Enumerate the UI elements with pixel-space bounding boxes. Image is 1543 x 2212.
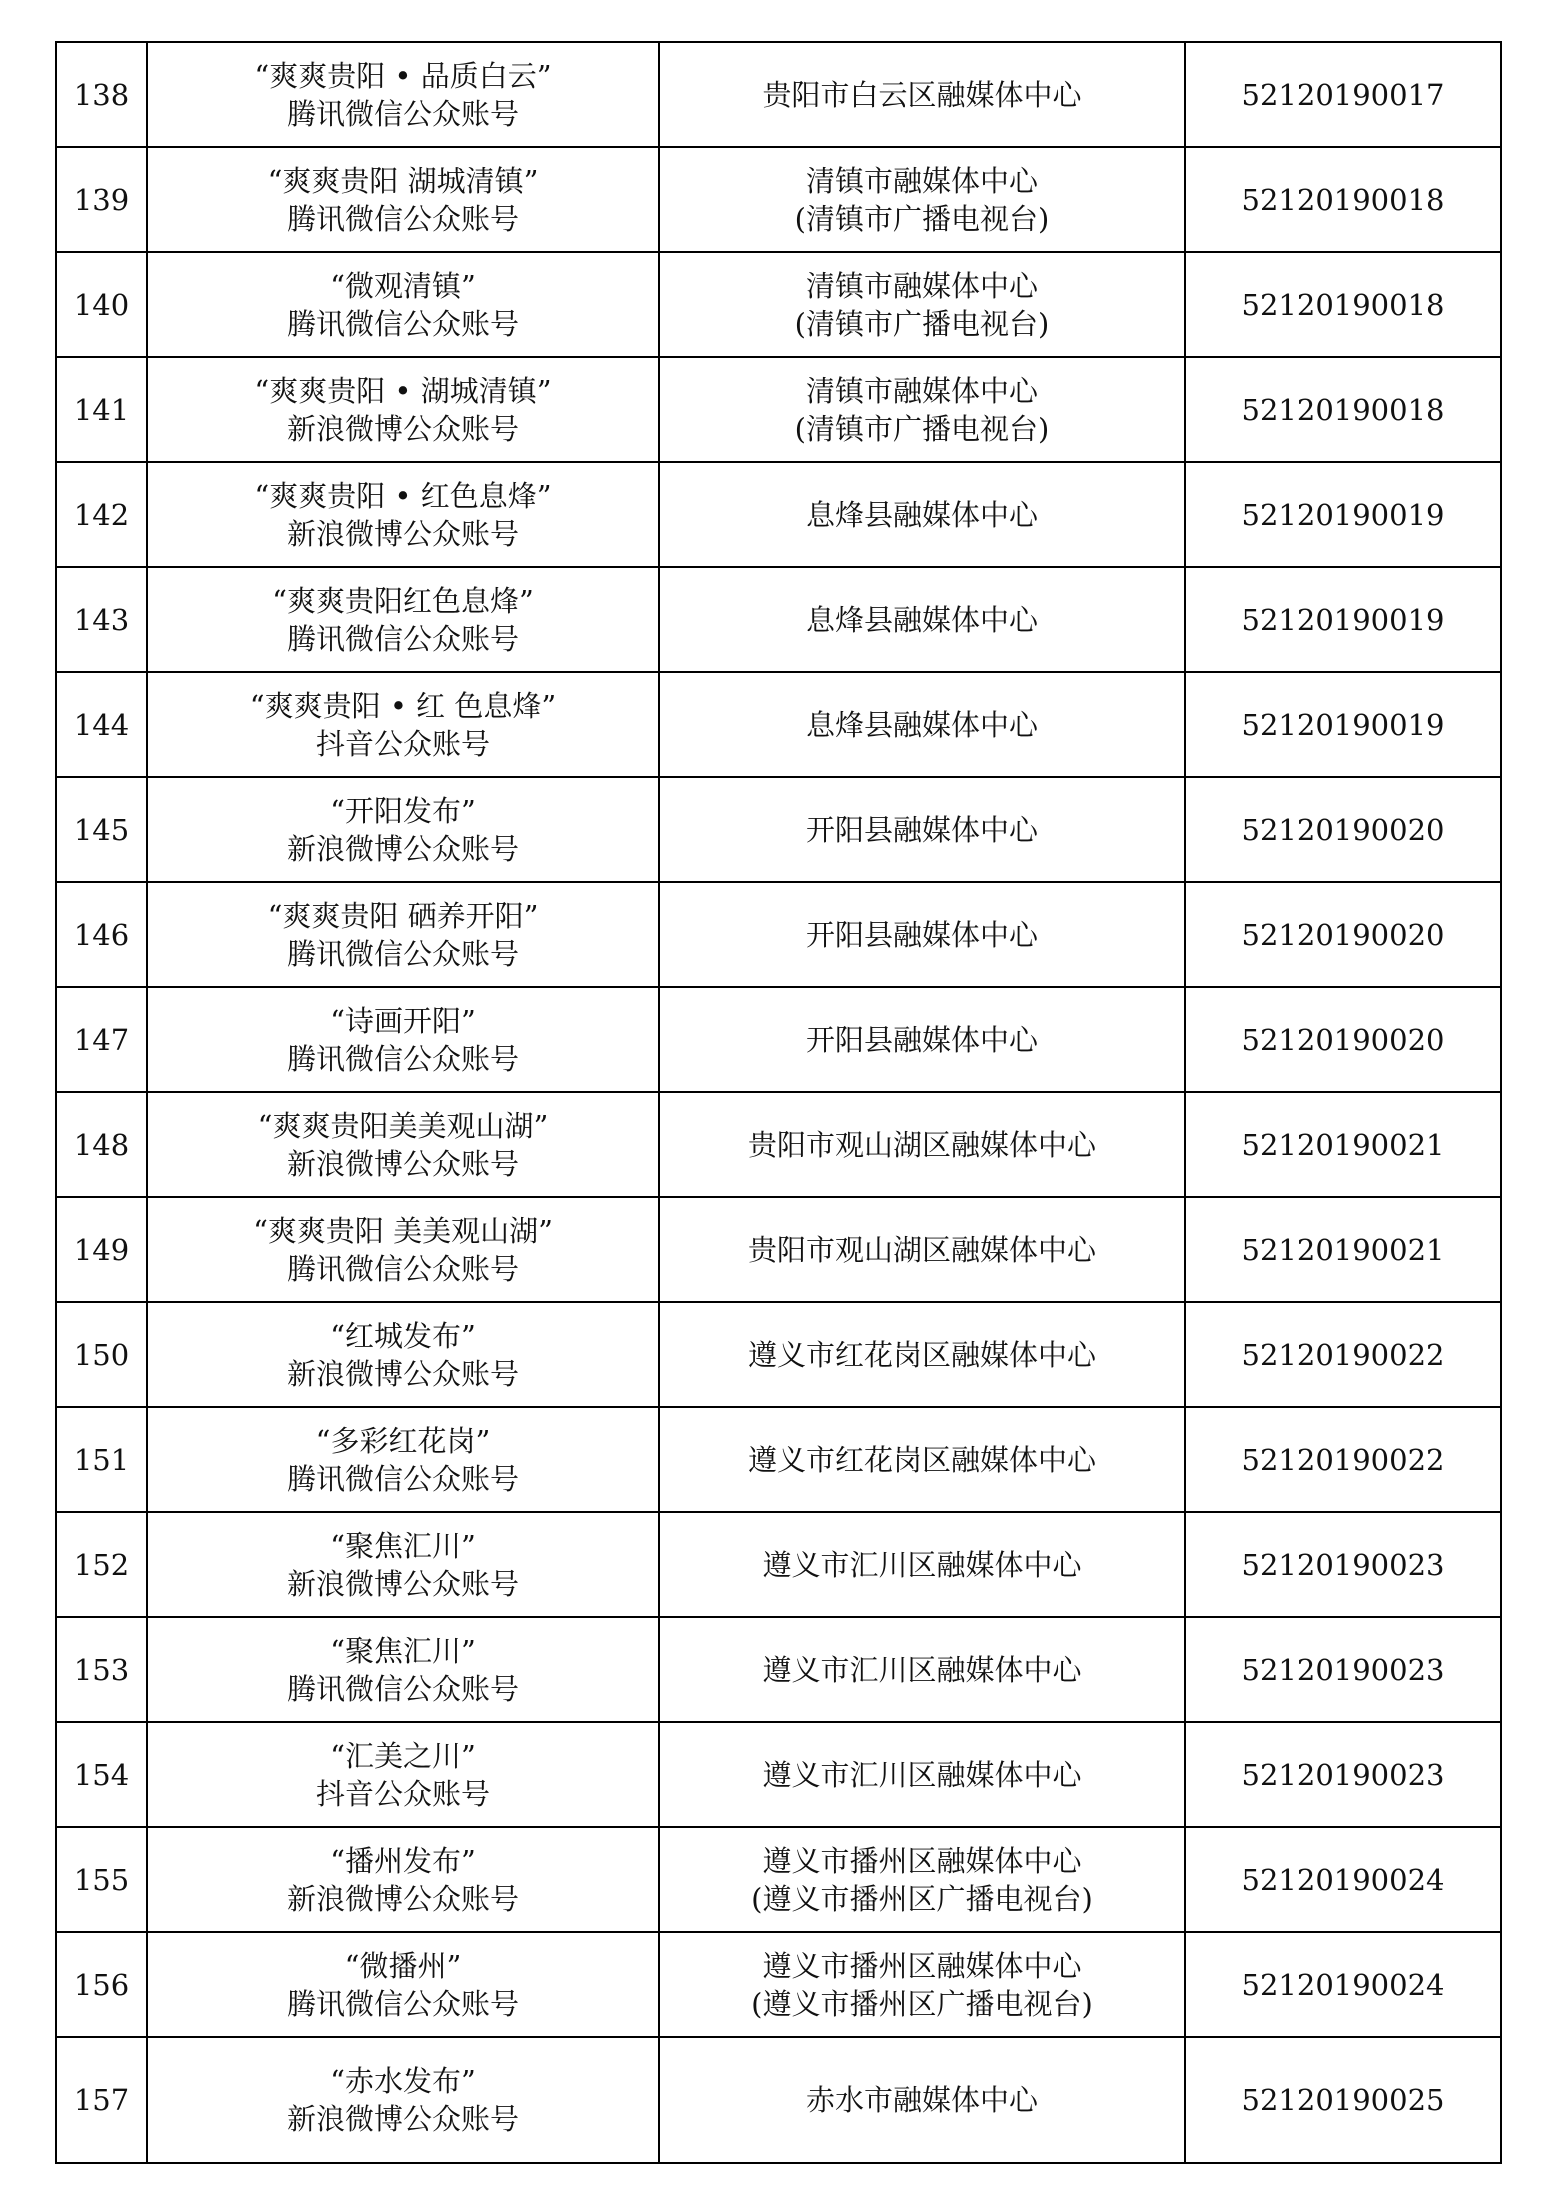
row-number-cell: 156 bbox=[56, 1932, 147, 2037]
account-name-line: 新浪微博公众账号 bbox=[286, 1146, 519, 1181]
organization-cell bbox=[659, 1512, 1185, 1617]
row-number-cell: 154 bbox=[56, 1722, 147, 1827]
license-code-cell: 52120190022 bbox=[1185, 1407, 1501, 1512]
organization-line: 息烽县融媒体中心 bbox=[805, 707, 1038, 742]
account-name-line: 新浪微博公众账号 bbox=[286, 1881, 519, 1916]
organization-cell bbox=[659, 462, 1185, 567]
account-name-cell bbox=[147, 1617, 659, 1722]
row-number-cell: 152 bbox=[56, 1512, 147, 1617]
table-row bbox=[56, 777, 1501, 882]
account-name-line: 腾讯微信公众账号 bbox=[286, 1041, 519, 1076]
account-name-line: 新浪微博公众账号 bbox=[286, 411, 519, 446]
license-code-cell: 52120190025 bbox=[1185, 2037, 1501, 2163]
organization-cell bbox=[659, 357, 1185, 462]
organization-cell bbox=[659, 777, 1185, 882]
table-row bbox=[56, 252, 1501, 357]
table-row bbox=[56, 1617, 1501, 1722]
account-name-line: 腾讯微信公众账号 bbox=[286, 1461, 519, 1496]
account-name-line: 腾讯微信公众账号 bbox=[286, 1671, 519, 1706]
account-name-line: “开阳发布” bbox=[330, 793, 476, 828]
account-name-line: “爽爽贵阳 • 红 色息烽” bbox=[249, 688, 557, 723]
account-name-line: “微播州” bbox=[344, 1948, 462, 1983]
organization-line: 清镇市融媒体中心 bbox=[805, 268, 1038, 303]
account-name-cell bbox=[147, 672, 659, 777]
account-name-cell bbox=[147, 252, 659, 357]
organization-line: (遵义市播州区广播电视台) bbox=[751, 1881, 1093, 1916]
row-number-cell: 148 bbox=[56, 1092, 147, 1197]
table-row bbox=[56, 42, 1501, 147]
account-name-cell bbox=[147, 567, 659, 672]
row-number-cell: 150 bbox=[56, 1302, 147, 1407]
row-number-cell: 153 bbox=[56, 1617, 147, 1722]
organization-line: 开阳县融媒体中心 bbox=[805, 1022, 1038, 1057]
account-name-line: 腾讯微信公众账号 bbox=[286, 201, 519, 236]
account-name-cell bbox=[147, 1827, 659, 1932]
account-name-line: 腾讯微信公众账号 bbox=[286, 306, 519, 341]
license-code-cell: 52120190023 bbox=[1185, 1722, 1501, 1827]
organization-line: (清镇市广播电视台) bbox=[794, 306, 1050, 341]
license-code-cell: 52120190020 bbox=[1185, 987, 1501, 1092]
table-row bbox=[56, 1512, 1501, 1617]
organization-line: (遵义市播州区广播电视台) bbox=[751, 1986, 1093, 2021]
account-name-cell bbox=[147, 2037, 659, 2163]
table-row bbox=[56, 147, 1501, 252]
account-name-cell bbox=[147, 147, 659, 252]
account-name-line: 腾讯微信公众账号 bbox=[286, 1986, 519, 2021]
organization-line: 清镇市融媒体中心 bbox=[805, 163, 1038, 198]
account-name-line: 抖音公众账号 bbox=[315, 726, 490, 761]
organization-line: 开阳县融媒体中心 bbox=[805, 917, 1038, 952]
account-name-cell bbox=[147, 777, 659, 882]
row-number-cell: 147 bbox=[56, 987, 147, 1092]
license-code-cell: 52120190023 bbox=[1185, 1512, 1501, 1617]
organization-line: 息烽县融媒体中心 bbox=[805, 497, 1038, 532]
organization-cell bbox=[659, 1407, 1185, 1512]
row-number-cell: 157 bbox=[56, 2037, 147, 2163]
account-name-line: “爽爽贵阳 • 湖城清镇” bbox=[254, 373, 552, 408]
account-name-line: 新浪微博公众账号 bbox=[286, 2102, 519, 2136]
row-number-cell: 143 bbox=[56, 567, 147, 672]
license-code-cell: 52120190024 bbox=[1185, 1827, 1501, 1932]
table-row bbox=[56, 1197, 1501, 1302]
license-code-cell: 52120190017 bbox=[1185, 42, 1501, 147]
license-code-cell: 52120190020 bbox=[1185, 777, 1501, 882]
table-row bbox=[56, 882, 1501, 987]
row-number-cell: 144 bbox=[56, 672, 147, 777]
license-code-cell: 52120190018 bbox=[1185, 252, 1501, 357]
organization-line: 遵义市红花岗区融媒体中心 bbox=[747, 1337, 1096, 1372]
account-name-line: “爽爽贵阳 湖城清镇” bbox=[267, 163, 539, 198]
organization-line: 遵义市播州区融媒体中心 bbox=[762, 1843, 1082, 1878]
account-name-line: “多彩红花岗” bbox=[315, 1423, 491, 1458]
account-name-cell bbox=[147, 1197, 659, 1302]
organization-cell bbox=[659, 672, 1185, 777]
table-row bbox=[56, 1722, 1501, 1827]
license-code-cell: 52120190018 bbox=[1185, 357, 1501, 462]
organization-cell bbox=[659, 42, 1185, 147]
organization-line: 遵义市汇川区融媒体中心 bbox=[762, 1652, 1082, 1687]
account-name-line: “诗画开阳” bbox=[330, 1003, 476, 1038]
account-name-line: 新浪微博公众账号 bbox=[286, 831, 519, 866]
account-name-line: 腾讯微信公众账号 bbox=[286, 621, 519, 656]
account-name-line: “爽爽贵阳红色息烽” bbox=[272, 583, 534, 618]
account-name-cell bbox=[147, 882, 659, 987]
table-row bbox=[56, 1932, 1501, 2037]
account-name-line: “爽爽贵阳 • 红色息烽” bbox=[254, 478, 552, 513]
account-name-line: 腾讯微信公众账号 bbox=[286, 96, 519, 131]
organization-cell bbox=[659, 1617, 1185, 1722]
organization-line: (清镇市广播电视台) bbox=[794, 411, 1050, 446]
license-code-cell: 52120190019 bbox=[1185, 672, 1501, 777]
account-name-cell bbox=[147, 987, 659, 1092]
row-number-cell: 139 bbox=[56, 147, 147, 252]
organization-cell bbox=[659, 2037, 1185, 2163]
table-row bbox=[56, 2037, 1501, 2163]
account-name-line: “爽爽贵阳 美美观山湖” bbox=[253, 1213, 553, 1248]
table-row bbox=[56, 1302, 1501, 1407]
license-code-cell: 52120190024 bbox=[1185, 1932, 1501, 2037]
license-code-cell: 52120190021 bbox=[1185, 1197, 1501, 1302]
organization-line: 开阳县融媒体中心 bbox=[805, 812, 1038, 847]
organization-line: 清镇市融媒体中心 bbox=[805, 373, 1038, 408]
account-name-line: “微观清镇” bbox=[330, 268, 476, 303]
row-number-cell: 142 bbox=[56, 462, 147, 567]
row-number-cell: 155 bbox=[56, 1827, 147, 1932]
row-number-cell: 140 bbox=[56, 252, 147, 357]
row-number-cell: 141 bbox=[56, 357, 147, 462]
organization-line: 贵阳市白云区融媒体中心 bbox=[762, 77, 1082, 112]
row-number-cell: 151 bbox=[56, 1407, 147, 1512]
table-row bbox=[56, 672, 1501, 777]
license-code-cell: 52120190022 bbox=[1185, 1302, 1501, 1407]
table-row bbox=[56, 567, 1501, 672]
organization-cell bbox=[659, 1932, 1185, 2037]
organization-cell bbox=[659, 1722, 1185, 1827]
row-number-cell: 149 bbox=[56, 1197, 147, 1302]
table-row bbox=[56, 462, 1501, 567]
organization-cell bbox=[659, 882, 1185, 987]
table-row bbox=[56, 357, 1501, 462]
organization-line: (清镇市广播电视台) bbox=[794, 201, 1050, 236]
license-code-cell: 52120190021 bbox=[1185, 1092, 1501, 1197]
account-name-cell bbox=[147, 1932, 659, 2037]
account-name-cell bbox=[147, 1512, 659, 1617]
account-name-line: “爽爽贵阳 硒养开阳” bbox=[267, 898, 539, 933]
organization-line: 贵阳市观山湖区融媒体中心 bbox=[747, 1127, 1096, 1162]
organization-cell bbox=[659, 1827, 1185, 1932]
table-row bbox=[56, 1827, 1501, 1932]
account-name-cell bbox=[147, 1092, 659, 1197]
organization-cell bbox=[659, 252, 1185, 357]
organization-line: 遵义市汇川区融媒体中心 bbox=[762, 1757, 1082, 1792]
row-number-cell: 145 bbox=[56, 777, 147, 882]
organization-line: 赤水市融媒体中心 bbox=[805, 2083, 1038, 2117]
account-name-line: 腾讯微信公众账号 bbox=[286, 1251, 519, 1286]
table-body bbox=[56, 42, 1501, 2163]
account-name-cell bbox=[147, 1302, 659, 1407]
account-name-cell bbox=[147, 357, 659, 462]
account-name-line: “赤水发布” bbox=[330, 2064, 476, 2098]
license-code-cell: 52120190023 bbox=[1185, 1617, 1501, 1722]
row-number-cell: 146 bbox=[56, 882, 147, 987]
organization-line: 息烽县融媒体中心 bbox=[805, 602, 1038, 637]
license-code-cell: 52120190018 bbox=[1185, 147, 1501, 252]
organization-cell bbox=[659, 1302, 1185, 1407]
account-name-line: 腾讯微信公众账号 bbox=[286, 936, 519, 971]
organization-cell bbox=[659, 147, 1185, 252]
table-row bbox=[56, 1092, 1501, 1197]
organization-cell bbox=[659, 1197, 1185, 1302]
license-code-cell: 52120190019 bbox=[1185, 567, 1501, 672]
account-name-line: “聚焦汇川” bbox=[330, 1633, 476, 1668]
table-row bbox=[56, 1407, 1501, 1512]
account-name-cell bbox=[147, 1722, 659, 1827]
organization-line: 贵阳市观山湖区融媒体中心 bbox=[747, 1232, 1096, 1267]
account-name-cell bbox=[147, 1407, 659, 1512]
account-name-line: “聚焦汇川” bbox=[330, 1528, 476, 1563]
row-number-cell: 138 bbox=[56, 42, 147, 147]
account-name-cell bbox=[147, 462, 659, 567]
account-name-cell bbox=[147, 42, 659, 147]
table-row bbox=[56, 987, 1501, 1092]
account-name-line: 新浪微博公众账号 bbox=[286, 516, 519, 551]
organization-line: 遵义市红花岗区融媒体中心 bbox=[747, 1442, 1096, 1477]
account-name-line: “红城发布” bbox=[330, 1318, 476, 1353]
account-name-line: 新浪微博公众账号 bbox=[286, 1356, 519, 1391]
account-name-line: “播州发布” bbox=[330, 1843, 476, 1878]
account-name-line: 新浪微博公众账号 bbox=[286, 1566, 519, 1601]
account-name-line: “爽爽贵阳 • 品质白云” bbox=[254, 58, 552, 93]
organization-cell bbox=[659, 567, 1185, 672]
account-registry-table bbox=[55, 41, 1502, 2164]
account-name-line: “爽爽贵阳美美观山湖” bbox=[257, 1108, 549, 1143]
organization-cell bbox=[659, 1092, 1185, 1197]
license-code-cell: 52120190020 bbox=[1185, 882, 1501, 987]
organization-line: 遵义市播州区融媒体中心 bbox=[762, 1948, 1082, 1983]
account-name-line: “汇美之川” bbox=[330, 1738, 476, 1773]
license-code-cell: 52120190019 bbox=[1185, 462, 1501, 567]
account-name-line: 抖音公众账号 bbox=[315, 1776, 490, 1811]
organization-cell bbox=[659, 987, 1185, 1092]
organization-line: 遵义市汇川区融媒体中心 bbox=[762, 1547, 1082, 1582]
